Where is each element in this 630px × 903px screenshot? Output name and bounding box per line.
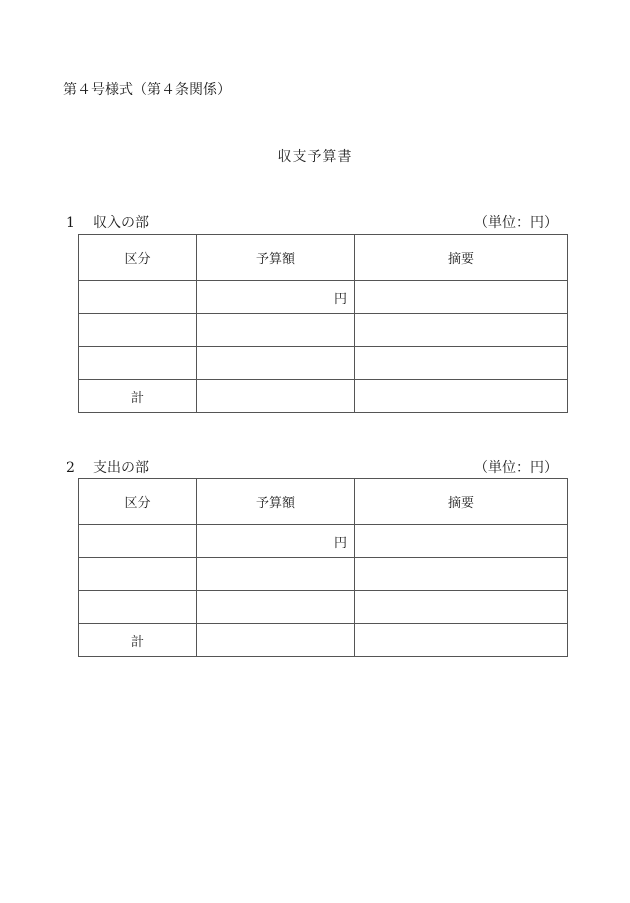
category-cell[interactable] <box>79 314 197 347</box>
expenditure-table <box>78 478 568 657</box>
category-cell[interactable] <box>79 591 197 624</box>
column-header-category: 区分 <box>79 235 197 281</box>
amount-cell[interactable]: 円 <box>197 525 355 558</box>
note-cell[interactable] <box>355 314 568 347</box>
table-row <box>79 558 568 591</box>
amount-cell[interactable] <box>197 558 355 591</box>
document-title: 収支予算書 <box>277 149 353 165</box>
column-header-amount: 予算額 <box>197 479 355 525</box>
note-cell[interactable] <box>355 558 568 591</box>
unit-label: （単位：円） <box>474 460 558 476</box>
amount-cell[interactable] <box>197 347 355 380</box>
section-label: 支出の部 <box>93 460 149 476</box>
column-header-amount: 予算額 <box>197 235 355 281</box>
column-header-category: 区分 <box>79 479 197 525</box>
amount-cell[interactable]: 円 <box>197 281 355 314</box>
category-cell[interactable] <box>79 558 197 591</box>
form-number: 第４号様式（第４条関係） <box>63 82 231 98</box>
total-label-cell: 計 <box>79 624 197 657</box>
table-header-row <box>79 479 568 525</box>
note-cell[interactable] <box>355 591 568 624</box>
total-note-cell[interactable] <box>355 624 568 657</box>
expenditure-section-heading <box>66 459 566 477</box>
amount-cell[interactable] <box>197 314 355 347</box>
table-row <box>79 591 568 624</box>
total-row <box>79 380 568 413</box>
amount-cell[interactable] <box>197 591 355 624</box>
category-cell[interactable] <box>79 281 197 314</box>
section-number: 2 <box>66 460 75 476</box>
section-label: 収入の部 <box>93 215 149 231</box>
category-cell[interactable] <box>79 525 197 558</box>
total-amount-cell[interactable] <box>197 380 355 413</box>
table-row <box>79 525 568 558</box>
table-header-row <box>79 235 568 281</box>
note-cell[interactable] <box>355 347 568 380</box>
column-header-note: 摘要 <box>355 235 568 281</box>
table-row <box>79 281 568 314</box>
category-cell[interactable] <box>79 347 197 380</box>
unit-label: （単位：円） <box>474 215 558 231</box>
total-note-cell[interactable] <box>355 380 568 413</box>
column-header-note: 摘要 <box>355 479 568 525</box>
total-amount-cell[interactable] <box>197 624 355 657</box>
total-label-cell: 計 <box>79 380 197 413</box>
total-row <box>79 624 568 657</box>
income-section-heading <box>66 214 566 232</box>
table-row <box>79 347 568 380</box>
table-row <box>79 314 568 347</box>
income-table <box>78 234 568 413</box>
note-cell[interactable] <box>355 281 568 314</box>
note-cell[interactable] <box>355 525 568 558</box>
section-number: 1 <box>66 215 75 231</box>
